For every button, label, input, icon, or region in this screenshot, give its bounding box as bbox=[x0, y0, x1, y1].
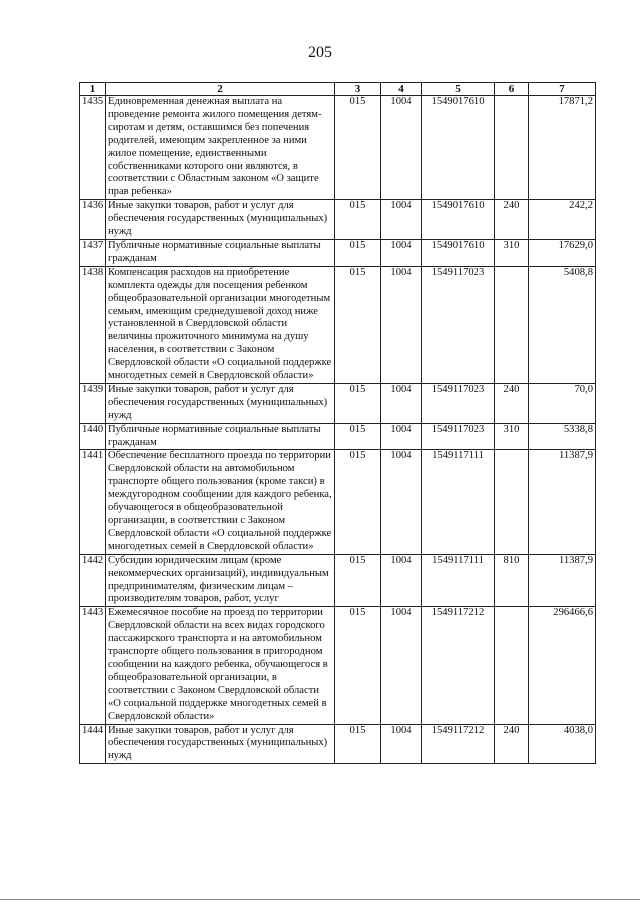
row-code-3: 015 bbox=[335, 607, 381, 724]
row-code-5: 1549117111 bbox=[422, 450, 495, 554]
row-amount: 296466,6 bbox=[529, 607, 596, 724]
table-row bbox=[80, 423, 596, 450]
row-code-4: 1004 bbox=[381, 724, 422, 764]
row-code-4: 1004 bbox=[381, 239, 422, 266]
row-code-3: 015 bbox=[335, 266, 381, 383]
row-amount: 17629,0 bbox=[529, 239, 596, 266]
row-code-5: 1549017610 bbox=[422, 96, 495, 200]
row-code-6: 810 bbox=[495, 554, 529, 607]
row-amount: 5408,8 bbox=[529, 266, 596, 383]
row-amount: 242,2 bbox=[529, 200, 596, 240]
row-number: 1435 bbox=[80, 96, 106, 200]
table-row bbox=[80, 266, 596, 383]
row-amount: 4038,0 bbox=[529, 724, 596, 764]
row-code-4: 1004 bbox=[381, 200, 422, 240]
row-name: Иные закупки товаров, работ и услуг для обеспечения государственных (муниципальных) нужд bbox=[106, 724, 335, 764]
row-code-3: 015 bbox=[335, 383, 381, 423]
row-number: 1443 bbox=[80, 607, 106, 724]
budget-table bbox=[79, 82, 596, 764]
row-amount: 5338,8 bbox=[529, 423, 596, 450]
row-code-6: 240 bbox=[495, 383, 529, 423]
table-row bbox=[80, 200, 596, 240]
row-code-4: 1004 bbox=[381, 607, 422, 724]
row-code-6: 310 bbox=[495, 423, 529, 450]
header-col-6: 6 bbox=[495, 83, 529, 96]
table-row bbox=[80, 554, 596, 607]
table-row bbox=[80, 239, 596, 266]
row-name: Ежемесячное пособие на проезд по территории Свердловской области на всех видах городского пассажирского транспорта и на автомобильном транспорте общего пользования в пригородном сообщении на каждого ребенка, обучающегося в общеобразовательной организации, в соответствии с Законом Свердловской области «О социальной поддержке многодетных семей в Свердловской области» bbox=[106, 607, 335, 724]
row-code-3: 015 bbox=[335, 200, 381, 240]
row-code-5: 1549117212 bbox=[422, 607, 495, 724]
row-code-6: 240 bbox=[495, 724, 529, 764]
row-name: Субсидии юридическим лицам (кроме некоммерческих организаций), индивидуальным предпринимателям, физическим лицам – производителям товаров, работ, услуг bbox=[106, 554, 335, 607]
row-code-6 bbox=[495, 266, 529, 383]
row-code-6 bbox=[495, 96, 529, 200]
row-code-3: 015 bbox=[335, 450, 381, 554]
row-code-4: 1004 bbox=[381, 450, 422, 554]
row-code-5: 1549117111 bbox=[422, 554, 495, 607]
row-number: 1439 bbox=[80, 383, 106, 423]
row-code-6: 240 bbox=[495, 200, 529, 240]
row-number: 1437 bbox=[80, 239, 106, 266]
row-number: 1442 bbox=[80, 554, 106, 607]
row-amount: 11387,9 bbox=[529, 450, 596, 554]
table-row bbox=[80, 96, 596, 200]
row-name: Иные закупки товаров, работ и услуг для обеспечения государственных (муниципальных) нужд bbox=[106, 200, 335, 240]
row-number: 1444 bbox=[80, 724, 106, 764]
row-code-3: 015 bbox=[335, 423, 381, 450]
row-number: 1440 bbox=[80, 423, 106, 450]
bottom-rule bbox=[0, 899, 640, 900]
header-col-1: 1 bbox=[80, 83, 106, 96]
row-name: Обеспечение бесплатного проезда по территории Свердловской области на автомобильном транспорте общего пользования (кроме такси) в междугородном сообщении для каждого ребенка, обучающегося в общеобразовательной организации, в соответствии с Законом Свердловской области «О социальной поддержке многодетных семей в Свердловской области» bbox=[106, 450, 335, 554]
table-row bbox=[80, 450, 596, 554]
row-amount: 11387,9 bbox=[529, 554, 596, 607]
row-code-5: 1549117212 bbox=[422, 724, 495, 764]
row-number: 1441 bbox=[80, 450, 106, 554]
table-row bbox=[80, 607, 596, 724]
row-code-4: 1004 bbox=[381, 554, 422, 607]
header-col-2: 2 bbox=[106, 83, 335, 96]
header-col-3: 3 bbox=[335, 83, 381, 96]
row-code-4: 1004 bbox=[381, 383, 422, 423]
row-amount: 70,0 bbox=[529, 383, 596, 423]
row-name: Единовременная денежная выплата на проведение ремонта жилого помещения детям-сиротам и детям, оставшимся без попечения родителей, имеющим закрепленное за ними жилое помещение, единственными собственниками которого они являются, в соответствии с Областным законом «О защите прав ребенка» bbox=[106, 96, 335, 200]
row-code-5: 1549117023 bbox=[422, 423, 495, 450]
row-code-3: 015 bbox=[335, 239, 381, 266]
row-name: Публичные нормативные социальные выплаты гражданам bbox=[106, 423, 335, 450]
header-col-7: 7 bbox=[529, 83, 596, 96]
header-col-5: 5 bbox=[422, 83, 495, 96]
row-code-5: 1549017610 bbox=[422, 239, 495, 266]
header-col-4: 4 bbox=[381, 83, 422, 96]
page-number: 205 bbox=[308, 44, 332, 61]
row-code-6: 310 bbox=[495, 239, 529, 266]
row-code-3: 015 bbox=[335, 554, 381, 607]
row-code-6 bbox=[495, 450, 529, 554]
row-code-3: 015 bbox=[335, 96, 381, 200]
table-row bbox=[80, 383, 596, 423]
row-code-6 bbox=[495, 607, 529, 724]
row-amount: 17871,2 bbox=[529, 96, 596, 200]
table-row bbox=[80, 724, 596, 764]
row-code-5: 1549117023 bbox=[422, 383, 495, 423]
row-code-5: 1549017610 bbox=[422, 200, 495, 240]
row-name: Компенсация расходов на приобретение комплекта одежды для посещения ребенком общеобразовательной организации многодетным семьям, имеющим среднедушевой доход ниже установленной в Свердловской области величины прожиточного минимума на душу населения, в соответствии с Законом Свердловской области «О социальной поддержке многодетных семей в Свердловской области» bbox=[106, 266, 335, 383]
row-code-3: 015 bbox=[335, 724, 381, 764]
row-number: 1438 bbox=[80, 266, 106, 383]
row-code-5: 1549117023 bbox=[422, 266, 495, 383]
row-number: 1436 bbox=[80, 200, 106, 240]
row-name: Иные закупки товаров, работ и услуг для обеспечения государственных (муниципальных) нужд bbox=[106, 383, 335, 423]
row-code-4: 1004 bbox=[381, 266, 422, 383]
row-code-4: 1004 bbox=[381, 96, 422, 200]
row-name: Публичные нормативные социальные выплаты гражданам bbox=[106, 239, 335, 266]
row-code-4: 1004 bbox=[381, 423, 422, 450]
header-row bbox=[80, 83, 596, 96]
